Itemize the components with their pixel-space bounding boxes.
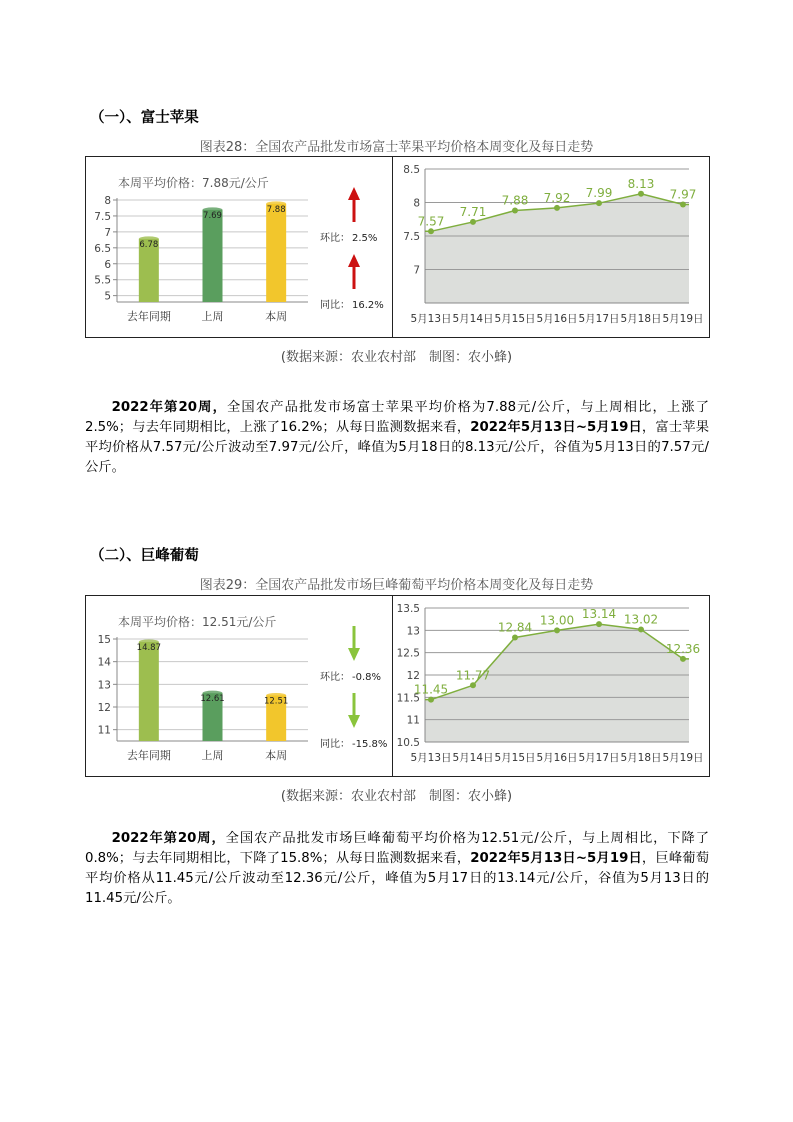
y-tick-label: 6 — [104, 258, 111, 271]
bar-value-label: 7.69 — [203, 210, 222, 221]
y-tick-label: 7 — [104, 226, 111, 239]
data-label: 7.92 — [543, 190, 571, 205]
x-tick-label: 5月15日 — [494, 313, 536, 325]
x-tick-label: 去年同期 — [126, 749, 171, 762]
data-point — [638, 191, 644, 197]
data-point — [470, 682, 476, 688]
data-label: 13.14 — [581, 607, 617, 622]
x-tick-label: 去年同期 — [126, 310, 171, 323]
y-tick-label: 13 — [97, 679, 111, 692]
y-tick-label: 12 — [406, 670, 420, 682]
x-tick-label: 上周 — [201, 310, 224, 323]
data-label: 7.57 — [417, 214, 445, 229]
y-tick-label: 15 — [97, 634, 111, 646]
y-tick-label: 12 — [97, 702, 111, 714]
y-tick-label: 13 — [406, 625, 420, 638]
x-tick-label: 本周 — [265, 310, 288, 323]
change-arrow-head — [348, 187, 360, 200]
wow-label: 环比： — [320, 672, 350, 683]
bar-value-label: 14.87 — [136, 642, 162, 653]
y-tick-label: 8 — [104, 195, 111, 207]
yoy-value: -15.8% — [352, 739, 388, 750]
x-tick-label: 5月13日 — [410, 313, 452, 325]
bar-value-label: 12.51 — [263, 696, 289, 707]
data-label: 7.97 — [669, 187, 697, 202]
bar-value-label: 6.78 — [139, 239, 159, 250]
data-source: (数据来源：农业农村部 制图：农小蜂) — [280, 350, 513, 365]
data-label: 7.71 — [459, 204, 487, 219]
summary-paragraph — [85, 829, 709, 909]
change-arrow-head — [348, 254, 360, 267]
y-tick-label: 5.5 — [94, 274, 111, 287]
date-range: 2022年5月13日~5月19日 — [470, 420, 642, 435]
x-tick-label: 5月18日 — [620, 313, 662, 325]
y-tick-label: 7.5 — [94, 210, 111, 223]
wow-value: -0.8% — [352, 672, 382, 683]
data-point — [428, 228, 434, 234]
data-label: 13.00 — [539, 613, 575, 628]
x-tick-label: 5月19日 — [662, 313, 704, 325]
data-label: 12.84 — [497, 620, 533, 635]
figure-frame — [85, 595, 710, 777]
x-tick-label: 5月19日 — [662, 752, 704, 764]
y-tick-label: 11 — [97, 724, 111, 737]
x-tick-label: 5月14日 — [452, 752, 494, 764]
week-label: 2022年第20周， — [111, 831, 226, 846]
paragraph-text: 全国农产品批发市场巨峰葡萄平均价格为12.51元/公斤，与上周相比，下降了0.8%；与去年同期相比，下降了15.8%；从每日监测数据来看， — [85, 831, 709, 866]
x-tick-label: 5月17日 — [578, 752, 620, 764]
figure-frame — [85, 156, 710, 338]
yoy-value: 16.2% — [352, 300, 384, 311]
summary-paragraph — [85, 398, 709, 478]
change-arrow-head — [348, 715, 360, 728]
x-tick-label: 5月18日 — [620, 752, 662, 764]
y-tick-label: 7.5 — [403, 231, 420, 243]
bar — [266, 204, 286, 302]
section-heading: （二）、巨峰葡萄 — [90, 548, 199, 564]
data-label: 11.77 — [455, 668, 491, 683]
bar — [136, 642, 162, 741]
week-label: 2022年第20周， — [111, 400, 227, 415]
data-point — [512, 634, 518, 640]
y-tick-label: 12.5 — [396, 647, 420, 660]
paragraph-text: 全国农产品批发市场富士苹果平均价格为7.88元/公斤，与上周相比，上涨了2.5%；与去年同期相比，上涨了16.2%；从每日监测数据来看， — [85, 400, 709, 435]
date-range: 2022年5月13日~5月19日 — [470, 851, 642, 866]
bar-value-label: 7.88 — [266, 204, 286, 215]
change-arrow-head — [348, 648, 360, 661]
chart-title: 本周平均价格：7.88元/公斤 — [118, 176, 269, 190]
data-point — [680, 656, 686, 662]
data-point — [638, 626, 644, 632]
x-tick-label: 5月16日 — [536, 313, 578, 325]
y-tick-label: 11.5 — [396, 692, 420, 705]
data-point — [596, 200, 602, 206]
y-tick-label: 8.5 — [403, 164, 420, 176]
x-tick-label: 5月16日 — [536, 752, 578, 764]
y-tick-label: 8 — [413, 197, 420, 210]
bar — [203, 210, 223, 302]
paragraph-text: ，富士苹果平均价格从7.57元/公斤波动至7.97元/公斤，峰值为5月18日的8.13元/公斤，谷值为5月13日的7.57元/公斤。 — [85, 420, 710, 475]
yoy-label: 同比： — [320, 300, 350, 311]
wow-value: 2.5% — [352, 233, 378, 244]
daily-price-chart — [393, 157, 709, 337]
data-point — [554, 205, 560, 211]
daily-price-chart — [393, 596, 709, 776]
section-heading: （一）、富士苹果 — [90, 110, 199, 126]
data-point — [428, 697, 434, 703]
bar-value-label: 12.61 — [200, 694, 225, 705]
figure-caption: 图表28：全国农产品批发市场富士苹果平均价格本周变化及每日走势 — [199, 140, 594, 155]
figure-caption: 图表29：全国农产品批发市场巨峰葡萄平均价格本周变化及每日走势 — [199, 578, 594, 593]
weekly-bar-chart — [86, 157, 392, 337]
data-point — [596, 621, 602, 627]
y-tick-label: 10.5 — [396, 737, 420, 749]
y-tick-label: 7 — [413, 264, 420, 277]
wow-label: 环比： — [320, 233, 350, 244]
x-tick-label: 5月14日 — [452, 313, 494, 325]
y-tick-label: 5 — [104, 290, 111, 303]
yoy-label: 同比： — [320, 739, 350, 750]
chart-title: 本周平均价格：12.51元/公斤 — [118, 615, 277, 629]
data-point — [680, 202, 686, 208]
data-point — [512, 208, 518, 214]
data-point — [470, 219, 476, 225]
y-tick-label: 11 — [406, 714, 420, 727]
weekly-bar-chart — [86, 596, 392, 776]
data-label: 8.13 — [627, 176, 655, 191]
x-tick-label: 5月15日 — [494, 752, 536, 764]
y-tick-label: 14 — [97, 656, 111, 669]
data-label: 11.45 — [413, 682, 449, 697]
x-tick-label: 上周 — [201, 749, 224, 762]
y-tick-label: 6.5 — [94, 242, 111, 255]
x-tick-label: 本周 — [265, 749, 288, 762]
x-tick-label: 5月13日 — [410, 752, 452, 764]
data-label: 12.36 — [665, 641, 701, 656]
y-tick-label: 13.5 — [396, 603, 420, 615]
paragraph-text: ，巨峰葡萄平均价格从11.45元/公斤波动至12.36元/公斤，峰值为5月17日的13.14元/公斤，谷值为5月13日的11.45元/公斤。 — [85, 851, 710, 906]
data-point — [554, 627, 560, 633]
data-source: (数据来源：农业农村部 制图：农小蜂) — [280, 789, 513, 804]
data-label: 7.99 — [585, 186, 613, 201]
x-tick-label: 5月17日 — [578, 313, 620, 325]
data-label: 13.02 — [623, 612, 659, 627]
data-label: 7.88 — [501, 193, 529, 208]
